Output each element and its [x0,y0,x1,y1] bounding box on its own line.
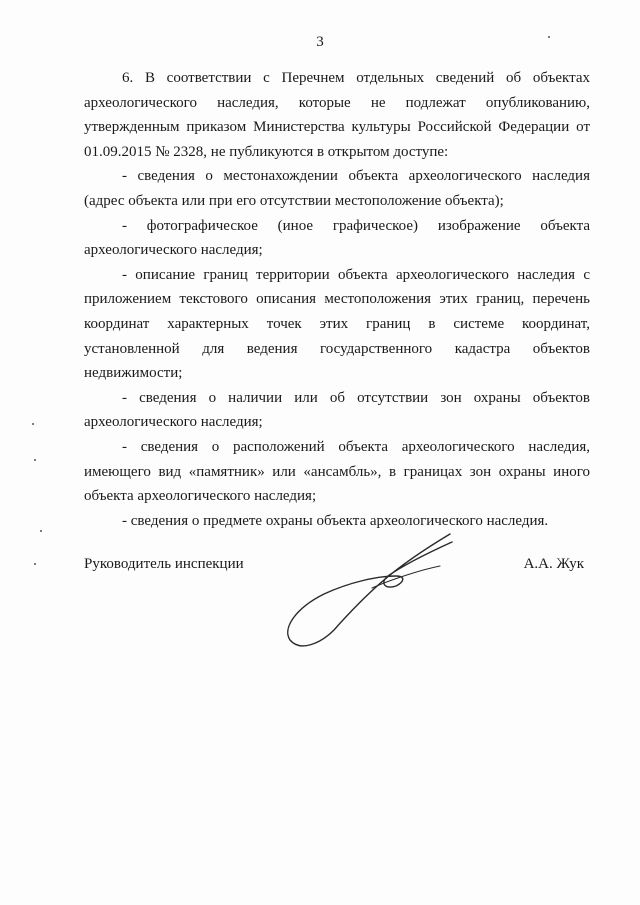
page-number: 3 [316,34,324,50]
scan-speck [34,459,36,461]
document-body [84,66,590,533]
handwritten-signature [280,530,460,660]
list-item-photo: - фотографическое (иное графическое) изображение объекта археологического наследия; [84,217,590,259]
list-item-monument-location: - сведения о расположений объекта археологического наследия, имеющего вид «памятник» или «ансамбль», в границах зон охраны иного объекта археологического наследия; [84,438,590,505]
paragraph-6: 6. В соответствии с Перечнем отдельных сведений об объектах археологического наследия, которые не подлежат опубликованию, утвержденным приказом Министерства культуры Российской Федерации от 01.09.2015 № 2328, не публикуются в открытом доступе: [84,70,590,160]
signatory-title: Руководитель инспекции [84,556,244,572]
list-item-protection-zones: - сведения о наличии или об отсутствии зон охраны объектов археологического наследия; [84,389,590,431]
scan-speck [548,36,550,38]
list-item-protection-subject: - сведения о предмете охраны объекта археологического наследия. [122,512,549,529]
signatory-name: А.А. Жук [523,556,584,572]
list-item-boundaries: - описание границ территории объекта археологического наследия с приложением текстового описания местоположения этих границ, перечень координат характерных точек этих границ в системе координат, установленной для ведения государственного кадастра объектов недвижимости; [84,266,590,382]
scan-speck [34,563,36,565]
list-item-location: - сведения о местонахождении объекта археологического наследия (адрес объекта или при его отсутствии местоположение объекта); [84,168,590,209]
scan-speck [32,423,34,425]
scan-speck [40,530,42,532]
